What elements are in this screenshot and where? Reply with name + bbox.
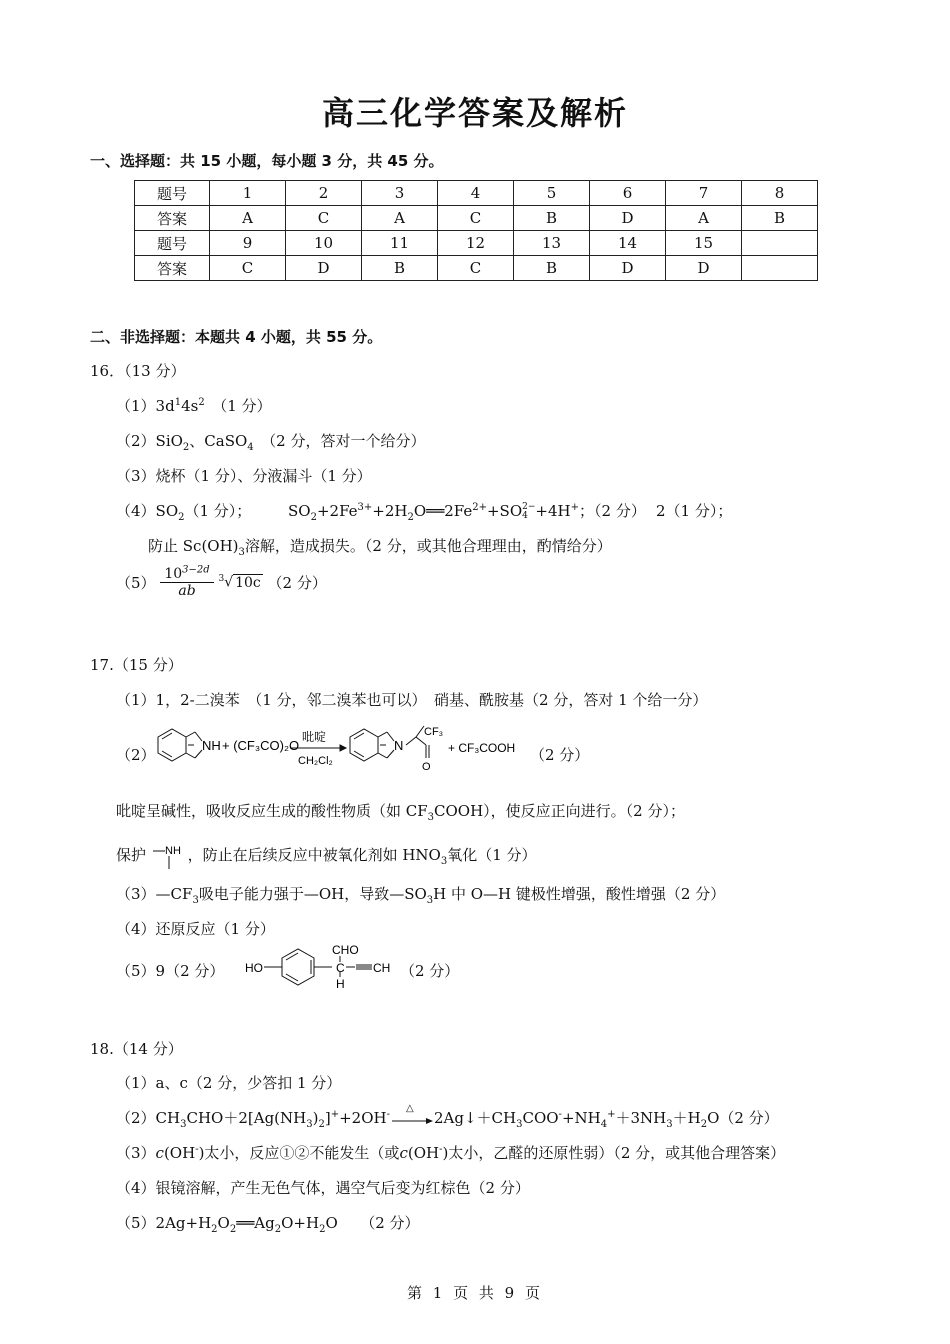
- q17-part4: （4）还原反应（1 分）: [116, 920, 275, 938]
- fraction: $\frac{10^{3-2d}}{ab}$: [160, 566, 213, 599]
- q16-part4-d: 防止 $Sc(OH)_3$溶解，造成损失。（2 分，或其他合理理由，酌情给分）: [148, 537, 612, 558]
- page-footer: 第 1 页 共 9 页: [407, 1284, 543, 1302]
- q16-part1: $(1)3d^14s^2$ （1 分）: [116, 397, 272, 415]
- q16-part4-c: 2（1 分）；: [656, 502, 733, 520]
- product-structure: [242, 942, 402, 992]
- table-cell: C: [438, 256, 514, 281]
- table-cell: 14: [590, 231, 666, 256]
- q16-part3: （3）烧杯（1 分）、分液漏斗（1 分）: [116, 467, 372, 485]
- section1-heading: 一、选择题：共 15 小题，每小题 3 分，共 45 分。: [90, 152, 444, 170]
- q17-part2-explain: 吡啶呈碱性，吸收反应生成的酸性物质（如 $CF_3COOH$），使反应正向进行。（2 分）；: [116, 802, 685, 823]
- byproduct: + CF₃COOH: [448, 741, 516, 755]
- table-cell: [742, 231, 818, 256]
- table-cell: 15: [666, 231, 742, 256]
- answer-table: [134, 180, 818, 281]
- nh-group: NH: [202, 738, 221, 753]
- q18-part2: $(2)CH_3CHO+2[Ag(NH_3)_2]^++2OH^-$ △ $2Ag↓+CH_3COO^-+NH_4^++3NH_3+H_2O(2$ 分）: [116, 1103, 779, 1130]
- table-cell: 8: [742, 181, 818, 206]
- q16-part4-equation: $SO_2+2Fe^{3+}+2H_2O══2Fe^{2+}+SO$ 2− 4 +4H+；（2 分）: [288, 502, 646, 523]
- table-cell: 12: [438, 231, 514, 256]
- table-cell: [742, 256, 818, 281]
- q17-part3: $(3)—CF_3$吸电子能力强于—OH，导致$—SO_3H$ 中 O—H 键极性增强，酸性增强（2 分）: [116, 885, 726, 906]
- q18-part1: （1）a、c（2 分，少答扣 1 分）: [116, 1074, 342, 1092]
- q17-part2-protect: 保护 NH ，防止在后续反应中被氧化剂如 $HNO_3$氧化（1 分）: [116, 842, 537, 870]
- row-label: 题号: [135, 181, 210, 206]
- ho-group: HO: [245, 961, 263, 975]
- h-atom: H: [336, 977, 345, 991]
- table-cell: D: [590, 206, 666, 231]
- cube-root: $^3$√ 10c: [218, 574, 261, 591]
- ch-group: CH: [373, 961, 391, 975]
- nh-fragment-icon: [151, 842, 183, 870]
- table-cell: B: [514, 206, 590, 231]
- q16-part5: （5） $\frac{10^{3-2d}}{ab}$ $^3$√ 10c （2 分）: [116, 564, 327, 599]
- table-cell: B: [514, 256, 590, 281]
- q17-part2-label: （2）: [116, 746, 156, 764]
- table-cell: 5: [514, 181, 590, 206]
- condition-bottom: CH₂Cl₂: [298, 755, 333, 767]
- reagent-text: + (CF₃CO)₂O: [222, 738, 300, 753]
- table-cell: 6: [590, 181, 666, 206]
- q18-header: 18.（14 分）: [90, 1040, 183, 1058]
- row-label: 答案: [135, 206, 210, 231]
- q17-header: 17.（15 分）: [90, 656, 183, 674]
- table-cell: 9: [210, 231, 286, 256]
- q18-part3: （3）c(OH-)太小，反应①②不能发生（或c(OH-)太小，乙醛的还原性弱）（2 分，或其他合理答案）: [116, 1144, 786, 1162]
- table-cell: 11: [362, 231, 438, 256]
- table-cell: 10: [286, 231, 362, 256]
- condition-top: 吡啶: [302, 730, 327, 744]
- q16-part4-a: $(4)SO_2(1$ 分）；: [116, 502, 252, 523]
- table-row: [135, 206, 818, 231]
- row-label: 答案: [135, 256, 210, 281]
- table-cell: D: [590, 256, 666, 281]
- q17-part2-score: （2 分）: [530, 746, 590, 764]
- table-cell: A: [362, 206, 438, 231]
- table-cell: 13: [514, 231, 590, 256]
- table-cell: B: [742, 206, 818, 231]
- table-cell: C: [286, 206, 362, 231]
- n-atom: N: [394, 738, 404, 753]
- table-cell: 4: [438, 181, 514, 206]
- q18-part4: （4）银镜溶解，产生无色气体，遇空气后变为红棕色（2 分）: [116, 1179, 530, 1197]
- q16-header: 16．（13 分）: [90, 362, 186, 380]
- table-cell: D: [666, 256, 742, 281]
- q18-part5: $(5)2Ag+H_2O_2══Ag_2O+H_2O$ （2 分）: [116, 1214, 420, 1235]
- row-label: 题号: [135, 231, 210, 256]
- q17-part5-label: （5）9（2 分）: [116, 962, 225, 980]
- table-cell: A: [210, 206, 286, 231]
- table-cell: 2: [286, 181, 362, 206]
- table-cell: 7: [666, 181, 742, 206]
- section2-heading: 二、非选择题：本题共 4 小题，共 55 分。: [90, 328, 383, 346]
- cho-group: CHO: [332, 943, 359, 957]
- table-cell: 1: [210, 181, 286, 206]
- table-cell: B: [362, 256, 438, 281]
- q17-part5-score: （2 分）: [400, 962, 460, 980]
- table-row: [135, 231, 818, 256]
- table-cell: D: [286, 256, 362, 281]
- table-row: [135, 256, 818, 281]
- table-cell: A: [666, 206, 742, 231]
- svg-text:NH: NH: [164, 845, 181, 857]
- heat-arrow-icon: △: [390, 1112, 434, 1126]
- c-atom: C: [336, 961, 345, 975]
- cf3-group: CF₃: [424, 726, 444, 738]
- page-title: 高三化学答案及解析: [321, 94, 628, 132]
- q17-part1: （1）1，2-二溴苯 （1 分，邻二溴苯也可以） 硝基、酰胺基（2 分，答对 1 个给一分）: [116, 691, 708, 709]
- table-cell: C: [210, 256, 286, 281]
- table-cell: C: [438, 206, 514, 231]
- table-cell: 3: [362, 181, 438, 206]
- table-row: [135, 181, 818, 206]
- o-atom: O: [422, 761, 431, 773]
- q16-part2: （2）SiO$_2$、CaSO$_4$ （2 分，答对一个给分）: [116, 432, 426, 453]
